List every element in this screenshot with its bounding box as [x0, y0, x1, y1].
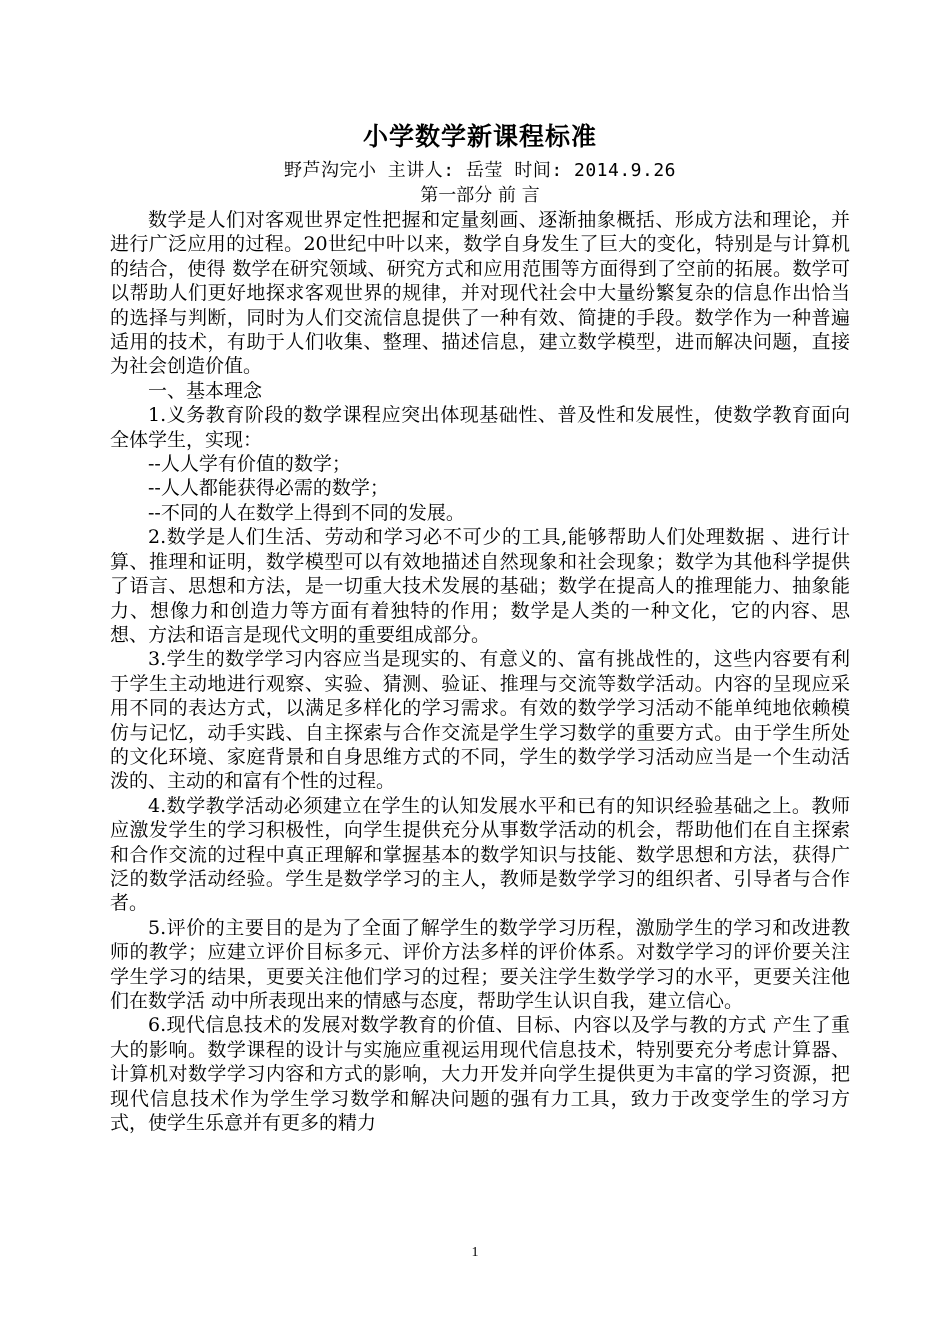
- principle-1-bullet: --不同的人在数学上得到不同的发展。: [148, 501, 465, 524]
- document-subtitle: 野芦沟完小 主讲人: 岳莹 时间: 2014.9.26: [283, 160, 677, 181]
- principle-2-paragraph: 2.数学是人们生活、劳动和学习必不可少的工具,能够帮助人们处理数据 、进行计算、推理和证明，数学模型可以有效地描述自然现象和社会现象；数学为其他科学提供了语言、思想和方法，是一切重大技术发展的基础；数学在提高人的推理能力、抽象能力、想像力和创造力等方面有着独特的作用；数学是人类的一种文化，它的内容、思想、方法和语言是现代文明的重要组成部分。: [110, 526, 850, 646]
- principle-5-paragraph: 5.评价的主要目的是为了全面了解学生的数学学习历程，激励学生的学习和改进教师的教学；应建立评价目标多元、评价方法多样的评价体系。对数学学习的评价要关注学生学习的结果，更要关注他们学习的过程；要关注学生数学学习的水平，更要关注他们在数学活 动中所表现出来的情感与态度，帮助学生认识自我，建立信心。: [110, 916, 850, 1012]
- document-body: [110, 116, 850, 1135]
- section-heading: 一、基本理念: [148, 379, 263, 402]
- principle-3-paragraph: 3.学生的数学学习内容应当是现实的、有意义的、富有挑战性的，这些内容要有利于学生主动地进行观察、实验、猜测、验证、推理与交流等数学活动。内容的呈现应采用不同的表达方式，以满足多样化的学习需求。有效的数学学习活动不能单纯地依赖模仿与记忆，动手实践、自主探索与合作交流是学生学习数学的重要方式。由于学生所处的文化环境、家庭背景和自身思维方式的不同，学生的数学学习活动应当是一个生动活泼的、主动的和富有个性的过程。: [110, 648, 850, 793]
- document-title: 小学数学新课程标准: [362, 122, 597, 151]
- principle-4-paragraph: 4.数学教学活动必须建立在学生的认知发展水平和已有的知识经验基础之上。教师应激发学生的学习积极性，向学生提供充分从事数学活动的机会，帮助他们在自主探索和合作交流的过程中真正理解和掌握基本的数学知识与技能、数学思想和方法，获得广泛的数学活动经验。学生是数学学习的主人，教师是数学学习的组织者、引导者与合作者。: [110, 794, 850, 915]
- intro-paragraph: 数学是人们对客观世界定性把握和定量刻画、逐渐抽象概括、形成方法和理论，并进行广泛应用的过程。20世纪中叶以来，数学自身发生了巨大的变化，特别是与计算机的结合，使得 数学在研究领域、研究方式和应用范围等方面得到了空前的拓展。数学可以帮助人们更好地探求客观世界的规律，并对现代社会中大量纷繁复杂的信息作出恰当的选择与判断，同时为人们交流信息提供了一种有效、简捷的手段。数学作为一种普遍适用的技术，有助于人们收集、整理、描述信息，建立数学模型，进而解决问题，直接为社会创造价值。: [110, 209, 850, 378]
- part-title: 第一部分 前 言: [420, 185, 540, 206]
- principle-1-paragraph: 1.义务教育阶段的数学课程应突出体现基础性、普及性和发展性，使数学教育面向全体学生，实现：: [110, 404, 850, 451]
- principle-1-bullet: --人人学有价值的数学；: [148, 453, 351, 476]
- page-number: 1: [471, 1245, 479, 1260]
- principle-1-bullet: --人人都能获得必需的数学；: [148, 477, 389, 500]
- principle-6-paragraph: 6.现代信息技术的发展对数学教育的价值、目标、内容以及学与教的方式 产生了重大的影响。数学课程的设计与实施应重视运用现代信息技术，特别要充分考虑计算器、计算机对数学学习内容和方式的影响，大力开发并向学生提供更为丰富的学习资源，把现代信息技术作为学生学习数学和解决问题的强有力工具，致力于改变学生的学习方式，使学生乐意并有更多的精力: [110, 1014, 850, 1135]
